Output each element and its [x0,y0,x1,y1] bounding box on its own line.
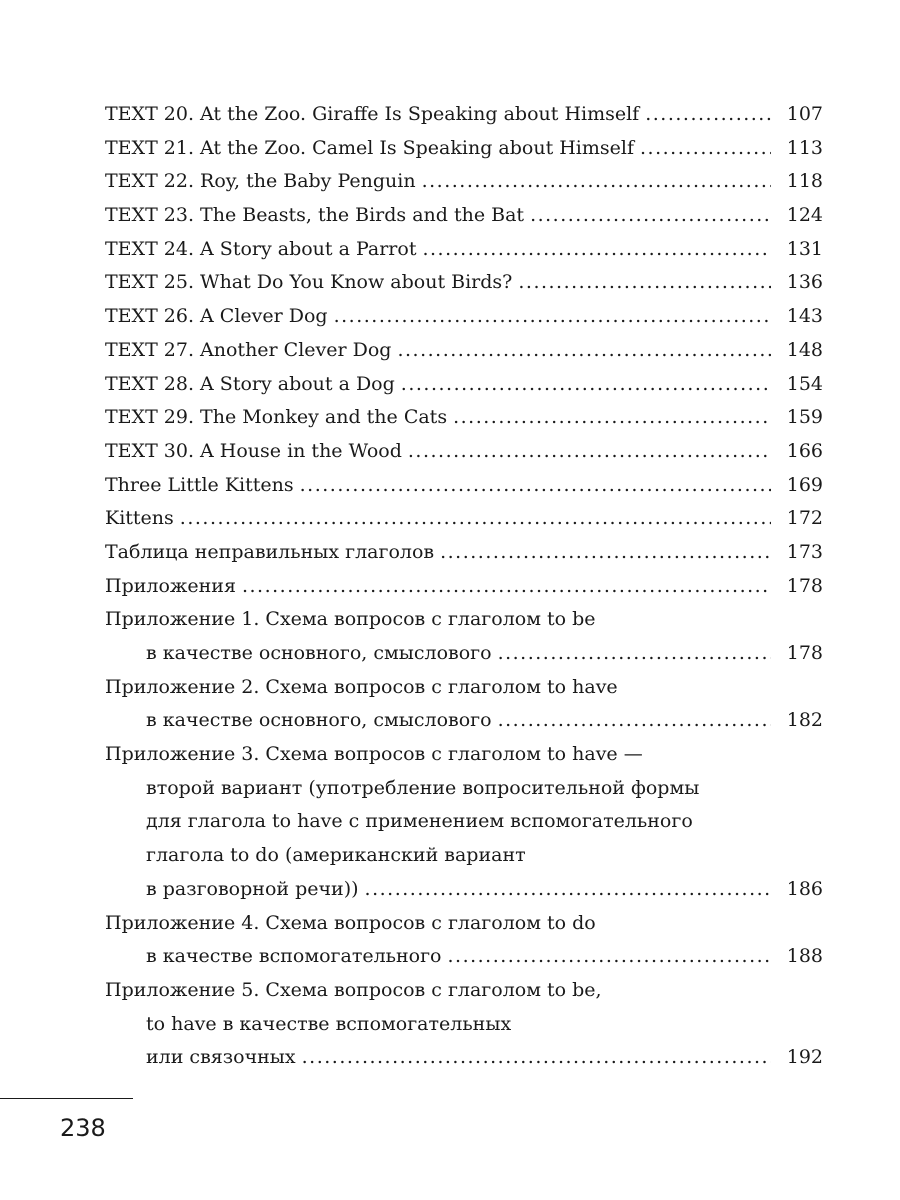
dot-leader [334,300,771,334]
dot-leader [180,502,771,536]
toc-line [105,873,823,907]
toc-entry-title: Three Little Kittens [105,473,294,496]
table-of-contents [105,98,823,1075]
toc-entry-title: Приложение 4. Схема вопросов с глаголом to do [105,911,596,934]
toc-line [105,469,823,503]
toc-page-number: 188 [786,945,823,968]
toc-page-number: 124 [786,204,823,227]
toc-entry [105,300,823,334]
toc-page-number: 143 [786,305,823,328]
toc-entry-title: TEXT 24. A Story about a Parrot [105,237,417,260]
toc-entry [105,603,823,670]
toc-entry-title: TEXT 28. A Story about a Dog [105,372,395,395]
toc-entry-title: TEXT 29. The Monkey and the Cats [105,406,448,429]
toc-line [105,165,823,199]
toc-page-number: 113 [786,136,823,159]
toc-line [105,266,823,300]
toc-entry-title: в качестве вспомогательного [146,945,442,968]
toc-page-number: 192 [786,1046,823,1069]
dot-leader [530,199,771,233]
toc-line [105,132,823,166]
dot-leader [397,334,771,368]
dot-leader [408,435,771,469]
toc-entry-title: второй вариант (употребление вопросительной формы [146,776,700,799]
toc-line [105,233,823,267]
toc-entry-title: TEXT 22. Roy, the Baby Penguin [105,170,416,193]
dot-leader [447,940,771,974]
dot-leader [645,98,771,132]
toc-line [105,199,823,233]
toc-entry [105,671,823,738]
toc-entry-title: в качестве основного, смыслового [146,642,492,664]
footer-divider [0,1098,133,1099]
toc-line [105,334,823,368]
toc-entry-title: Приложение 2. Схема вопросов с глаголом to have [105,675,618,698]
toc-entry [105,738,823,906]
toc-page-number: 172 [786,507,823,530]
toc-entry [105,907,823,974]
toc-entry [105,536,823,570]
toc-entry-title: TEXT 21. At the Zoo. Camel Is Speaking about Himself [105,136,635,159]
dot-leader [365,873,771,907]
toc-line [105,1008,823,1042]
dot-leader [401,368,771,402]
toc-page-number: 178 [786,642,823,664]
dot-leader [498,637,771,671]
toc-line [105,704,823,738]
toc-entry-title: Таблица неправильных глаголов [105,540,435,563]
dot-leader [422,165,771,199]
toc-entry-title: глагола to do (американский вариант [146,844,526,867]
toc-line [105,435,823,469]
toc-entry [105,165,823,199]
toc-line [105,940,823,974]
toc-line [105,401,823,435]
toc-entry-title: для глагола to have с применением вспомогательного [146,810,693,833]
toc-entry [105,368,823,402]
toc-page-number: 166 [786,439,823,462]
dot-leader [440,536,771,570]
toc-entry-title: в качестве основного, смыслового [146,709,492,732]
dot-leader [242,570,771,604]
toc-entry-title: TEXT 20. At the Zoo. Giraffe Is Speaking about Himself [105,103,640,125]
toc-line [105,502,823,536]
toc-entry [105,132,823,166]
toc-line [105,536,823,570]
dot-leader [518,266,771,300]
toc-line [105,738,823,772]
toc-page-number: 148 [786,338,823,361]
toc-entry [105,98,823,132]
toc-line [105,974,823,1008]
toc-page-number: 118 [786,170,823,193]
toc-page-number: 178 [786,574,823,597]
toc-page-number: 169 [786,473,823,496]
toc-entry-title: или связочных [146,1046,296,1069]
toc-entry [105,570,823,604]
dot-leader [498,704,771,738]
toc-entry-title: TEXT 26. A Clever Dog [105,305,328,328]
toc-entry-title: TEXT 25. What Do You Know about Birds? [105,271,513,294]
toc-page-number: 131 [786,237,823,260]
toc-entry [105,233,823,267]
toc-entry-title: Приложение 5. Схема вопросов с глаголом to be, [105,978,602,1001]
toc-page-number: 107 [786,103,823,125]
toc-entry-title: TEXT 23. The Beasts, the Birds and the Bat [105,204,525,227]
toc-line [105,772,823,806]
toc-entry [105,502,823,536]
toc-entry [105,974,823,1075]
toc-entry [105,401,823,435]
toc-line [105,839,823,873]
toc-entry [105,435,823,469]
toc-line [105,603,823,637]
toc-page-number: 159 [786,406,823,429]
toc-entry [105,199,823,233]
toc-entry [105,266,823,300]
toc-line [105,570,823,604]
toc-entry-title: в разговорной речи)) [146,877,359,900]
toc-line [105,805,823,839]
toc-entry [105,469,823,503]
page-number: 238 [60,1114,106,1142]
toc-entry-title: Kittens [105,507,174,530]
toc-entry-title: Приложение 1. Схема вопросов с глаголом to be [105,608,596,631]
toc-line [105,1041,823,1075]
toc-entry-title: to have в качестве вспомогательных [146,1012,512,1035]
toc-entry [105,334,823,368]
toc-line [105,671,823,705]
toc-page-number: 136 [786,271,823,294]
toc-entry-title: Приложение 3. Схема вопросов с глаголом to have — [105,743,643,766]
dot-leader [453,401,771,435]
toc-line [105,98,823,132]
dot-leader [300,469,771,503]
toc-line [105,637,823,671]
toc-entry-title: TEXT 27. Another Clever Dog [105,338,392,361]
toc-entry-title: Приложения [105,574,236,597]
toc-line [105,368,823,402]
toc-page-number: 186 [786,877,823,900]
dot-leader [422,233,771,267]
toc-entry-title: TEXT 30. A House in the Wood [105,439,402,462]
toc-line [105,300,823,334]
toc-page-number: 182 [786,709,823,732]
toc-page-number: 154 [786,372,823,395]
toc-page-number: 173 [786,540,823,563]
toc-line [105,907,823,941]
dot-leader [640,132,771,166]
dot-leader [302,1041,771,1075]
